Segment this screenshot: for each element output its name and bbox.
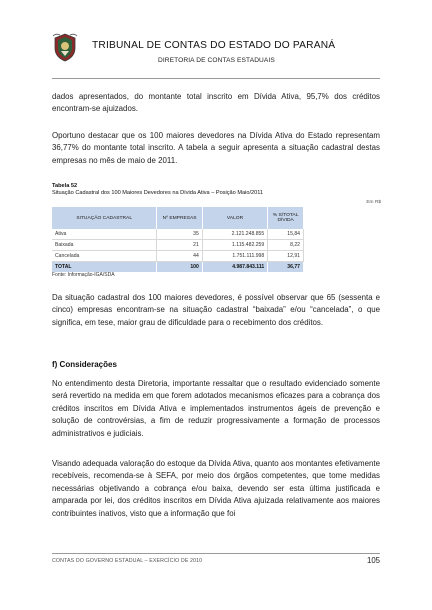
column-header-percent: % S/TOTAL DÍVIDA xyxy=(268,207,304,229)
coat-of-arms-icon xyxy=(52,32,78,62)
footer-divider xyxy=(52,553,380,554)
table-unit: Em R$ xyxy=(366,200,381,205)
paragraph-ajuizados: dados apresentados, do montante total inscrito em Dívida Ativa, 95,7% dos créditos encontram-se ajuizados. xyxy=(52,92,380,114)
situacao-cadastral-table xyxy=(52,207,304,272)
table-caption: Situação Cadastral dos 100 Maiores Devedores na Dívida Ativa – Posição Maio/2011 xyxy=(52,190,264,196)
table-row xyxy=(52,229,304,240)
table-source: Fonte: Informação-IGA/SDA xyxy=(52,272,115,278)
cell-situacao: Ativa xyxy=(52,229,157,240)
cell-total-empresas: 100 xyxy=(157,262,202,273)
table-row xyxy=(52,251,304,262)
org-title: TRIBUNAL DE CONTAS DO ESTADO DO PARANÁ xyxy=(92,40,336,51)
footer-text: CONTAS DO GOVERNO ESTADUAL – EXERCÍCIO DE 2010 xyxy=(52,558,203,564)
column-header-empresas: Nº EMPRESAS xyxy=(157,207,202,229)
section-heading: f) Considerações xyxy=(52,360,117,369)
paragraph-recomendacao: Visando adequada valoração do estoque da Dívida Ativa, quanto aos montantes efetivamente recebíveis, recomenda-se à SEFA, por meio dos órgãos competentes, que tome medidas necessárias objetivando a cobrança e/ou baixa, devendo ser esta última justificada e amparada por lei, dos créditos inscritos em Dívida Ativa ajuizada relativamente aos maiores contribuintes inativos, visto que a informação que foi xyxy=(52,459,380,518)
table-total-row xyxy=(52,262,304,273)
cell-situacao: Baixada xyxy=(52,240,157,251)
column-header-situacao: SITUAÇÃO CADASTRAL xyxy=(52,207,157,229)
cell-empresas: 21 xyxy=(157,240,202,251)
cell-valor: 1.115.482.259 xyxy=(202,240,267,251)
paragraph-maiores-devedores: Oportuno destacar que os 100 maiores devedores na Dívida Ativa do Estado representam 36,77% do montante total inscrito. A tabela a seguir apresenta a situação cadastral destas empresas no mês de maio de 2011. xyxy=(52,131,380,165)
cell-percent: 12,91 xyxy=(268,251,304,262)
table-label: Tabela 52 xyxy=(52,183,78,189)
cell-total-percent: 36,77 xyxy=(268,262,304,273)
table-row xyxy=(52,240,304,251)
cell-percent: 8,22 xyxy=(268,240,304,251)
column-header-valor: VALOR xyxy=(202,207,267,229)
cell-total-valor: 4.987.843.111 xyxy=(202,262,267,273)
cell-valor: 1.751.111.998 xyxy=(202,251,267,262)
org-subtitle: DIRETORIA DE CONTAS ESTADUAIS xyxy=(158,57,275,64)
table-header-row xyxy=(52,207,304,229)
cell-valor: 2.121.248.855 xyxy=(202,229,267,240)
page-number: 105 xyxy=(366,556,380,565)
cell-total-label: TOTAL xyxy=(52,262,157,273)
page-header xyxy=(52,30,392,76)
header-divider xyxy=(52,78,380,79)
paragraph-entendimento: No entendimento desta Diretoria, importante ressaltar que o resultado evidenciado somente será revertido na medida em que forem adotados mecanismos eficazes para a cobrança dos créditos inscritos em Dívida Ativa e implementados instrumentos ágeis de prevenção e solução de controvérsias, a fim de reduzir progressivamente a formação de processos administrativos e judiciais. xyxy=(52,379,380,438)
paragraph-situacao-cadastral: Da situação cadastral dos 100 maiores devedores, é possível observar que 65 (sessenta e cinco) empresas encontram-se na situação cadastral “baixada” e/ou “cancelada”, o que significa, em tese, maior grau de dificuldade para o recebimento dos créditos. xyxy=(52,293,380,327)
cell-empresas: 44 xyxy=(157,251,202,262)
cell-percent: 15,84 xyxy=(268,229,304,240)
cell-empresas: 35 xyxy=(157,229,202,240)
cell-situacao: Cancelada xyxy=(52,251,157,262)
